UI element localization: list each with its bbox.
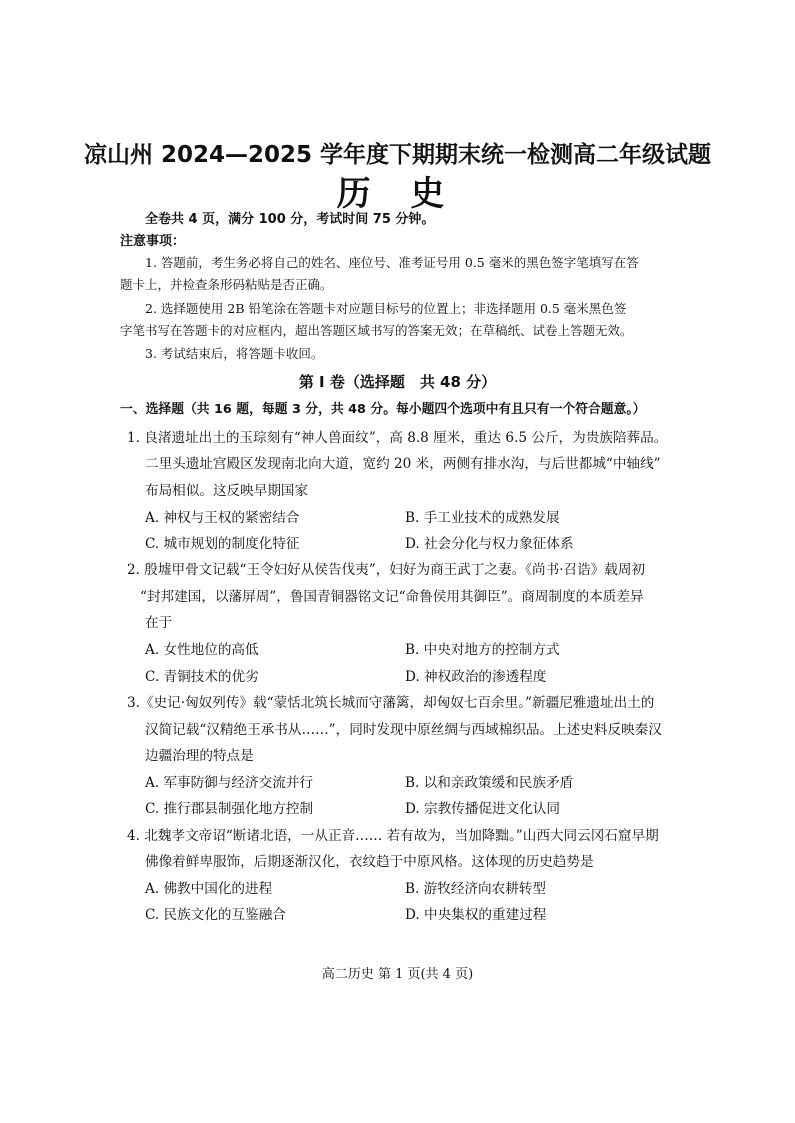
question-1-line: 布局相似。这反映早期国家 [145,483,309,499]
question-1-option-c: C. 城市规划的制度化特征 [145,536,300,552]
question-3-line: 汉简记载“汉精绝王承书从……”，同时发现中原丝绸与西域棉织品。上述史料反映秦汉 [145,722,662,738]
question-2-option-b: B. 中央对地方的控制方式 [405,642,560,658]
question-3-option-b: B. 以和亲政策缓和民族矛盾 [405,775,574,791]
question-3-option-d: D. 宗教传播促进文化认同 [405,801,560,817]
question-1-option-b: B. 手工业技术的成熟发展 [405,510,560,526]
question-4-option-b: B. 游牧经济向农耕转型 [405,881,546,897]
question-4-option-d: D. 中央集权的重建过程 [405,907,547,923]
question-1-option-a: A. 神权与王权的紧密结合 [145,510,300,526]
part-intro: 一、选择题（共 16 题，每题 3 分，共 48 分。每小题四个选项中有且只有一个符合题意。） [120,402,646,417]
question-4-line: 4. 北魏孝文帝诏“断诸北语，一从正音…… 若有故为，当加降黜。”山西大同云冈石窟早期 [127,828,659,844]
notice-line: 字笔书写在答题卡的对应框内，超出答题区域书写的答案无效；在草稿纸、试卷上答题无效。 [120,323,633,338]
question-3-line: 3.《史记·匈奴列传》载“蒙恬北筑长城而守藩篱，却匈奴七百余里。”新疆尼雅遗址出土的 [127,695,655,711]
question-3-line: 边疆治理的特点是 [145,748,254,764]
question-4-option-c: C. 民族文化的互鉴融合 [145,907,286,923]
exam-title: 凉山州 2024—2025 学年度下期期末统一检测高二年级试题 [83,142,712,168]
question-2-option-d: D. 神权政治的渗透程度 [405,669,547,685]
question-2-line: “封邦建国，以藩屏周”，鲁国青铜器铭文记“命鲁侯用其御臣”。商周制度的本质差异 [140,589,644,605]
notice-line: 3. 考试结束后，将答题卡收回。 [145,346,324,361]
section-title: 第 Ⅰ 卷（选择题 共 48 分） [298,373,497,391]
subject-title: 历 史 [336,174,459,214]
question-4-line: 佛像着鲜卑服饰，后期逐渐汉化，衣纹趋于中原风格。这体现的历史趋势是 [145,854,594,870]
question-2-line: 在于 [145,615,173,631]
exam-meta: 全卷共 4 页，满分 100 分，考试时间 75 分钟。 [145,212,435,227]
page-footer: 高二历史 第 1 页(共 4 页) [321,967,474,982]
notice-line: 2. 选择题使用 2B 铅笔涂在答题卡对应题目标号的位置上；非选择题用 0.5 毫米黑色签 [145,301,627,316]
question-2-line: 2. 殷墟甲骨文记载“王令妇好从侯告伐夷”，妇好为商王武丁之妻。《尚书·召诰》载周初 [127,562,646,578]
question-4-option-a: A. 佛教中国化的进程 [145,881,273,897]
question-1-option-d: D. 社会分化与权力象征体系 [405,536,574,552]
notice-line: 题卡上，并检查条形码粘贴是否正确。 [120,277,333,292]
question-2-option-c: C. 青铜技术的优劣 [145,669,259,685]
question-1-line: 1. 良渚遗址出土的玉琮刻有“神人兽面纹”，高 8.8 厘米，重达 6.5 公斤，为贵族陪葬品。 [127,430,668,446]
question-3-option-c: C. 推行郡县制强化地方控制 [145,801,314,817]
notice-heading: 注意事项： [120,234,186,249]
notice-line: 1. 答题前，考生务必将自己的姓名、座位号、准考证号用 0.5 毫米的黑色签字笔填写在答 [145,255,639,270]
question-3-option-a: A. 军事防御与经济交流并行 [145,775,313,791]
question-2-option-a: A. 女性地位的高低 [145,642,259,658]
question-1-line: 二里头遗址宫殿区发现南北向大道，宽约 20 米，两侧有排水沟，与后世都城“中轴线” [145,456,661,472]
